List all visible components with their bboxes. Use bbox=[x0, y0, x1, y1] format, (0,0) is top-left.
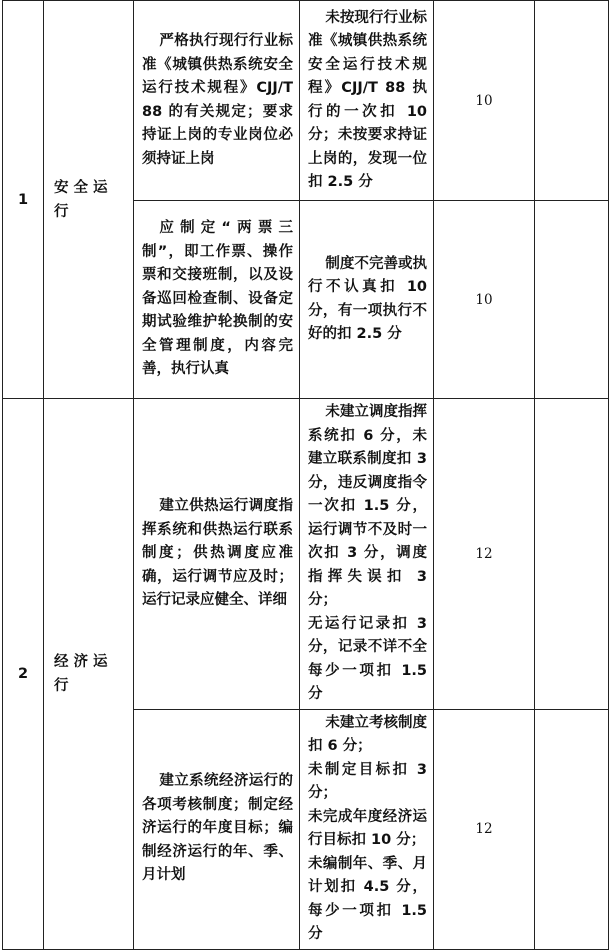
requirement-text: 应制定“两票三制”，即工作票、操作票和交接班制，以及设备巡回检查制、设备定期试验维护轮换制的安全管理制度，内容完善，执行认真 bbox=[142, 220, 293, 378]
blank-cell bbox=[535, 201, 609, 399]
blank-cell bbox=[535, 399, 609, 710]
item-name-cell bbox=[44, 1, 134, 399]
score-value: 12 bbox=[434, 709, 535, 949]
criteria-text: 未建立调度指挥系统扣 6 分，未建立联系制度扣 3 分，违反调度指令一次扣 1.5 分，运行调节不及时一次扣 3 分，调度指挥失误扣 3 分； 无运行记录扣 3 分，记录不详不全每少一项扣 1.5 分 bbox=[308, 404, 427, 702]
row-number: 2 bbox=[3, 399, 44, 950]
blank-cell bbox=[535, 709, 609, 949]
score-value: 12 bbox=[434, 399, 535, 710]
criteria-cell bbox=[300, 709, 434, 949]
item-name: 经济运行 bbox=[54, 653, 113, 694]
requirement-cell bbox=[134, 709, 300, 949]
requirement-text: 建立供热运行调度指挥系统和供热运行联系制度；供热调度应准确，运行调节应及时；运行记录应健全、详细 bbox=[142, 498, 293, 608]
requirement-text: 建立系统经济运行的各项考核制度；制定经济运行的年度目标；编制经济运行的年、季、月计划 bbox=[142, 773, 293, 884]
table-row bbox=[3, 1, 609, 201]
score-value: 10 bbox=[434, 1, 535, 201]
score-value: 10 bbox=[434, 201, 535, 399]
criteria-cell bbox=[300, 399, 434, 710]
criteria-text: 未建立考核制度扣 6 分； 未制定目标扣 3 分； 未完成年度经济运行目标扣 10 分； 未编制年、季、月计划扣 4.5 分，每少一项扣 1.5 分 bbox=[308, 714, 427, 942]
item-name-cell bbox=[44, 399, 134, 950]
criteria-text: 未按现行行业标准《城镇供热系统安全运行技术规程》CJJ/T 88 执行的一次扣 10 分；未按要求持证上岗的，发现一位扣 2.5 分 bbox=[308, 9, 427, 190]
criteria-text: 制度不完善或执行不认真扣 10 分，有一项执行不好的扣 2.5 分 bbox=[308, 255, 427, 342]
evaluation-table bbox=[2, 0, 609, 950]
table-row bbox=[3, 399, 609, 710]
requirement-text: 严格执行现行行业标准《城镇供热系统安全运行技术规程》CJJ/T 88 的有关规定；要求持证上岗的专业岗位必须持证上岗 bbox=[142, 33, 293, 167]
blank-cell bbox=[535, 1, 609, 201]
criteria-cell bbox=[300, 1, 434, 201]
criteria-cell bbox=[300, 201, 434, 399]
requirement-cell bbox=[134, 399, 300, 710]
item-name: 安全运行 bbox=[54, 179, 113, 220]
requirement-cell bbox=[134, 1, 300, 201]
requirement-cell bbox=[134, 201, 300, 399]
row-number: 1 bbox=[3, 1, 44, 399]
